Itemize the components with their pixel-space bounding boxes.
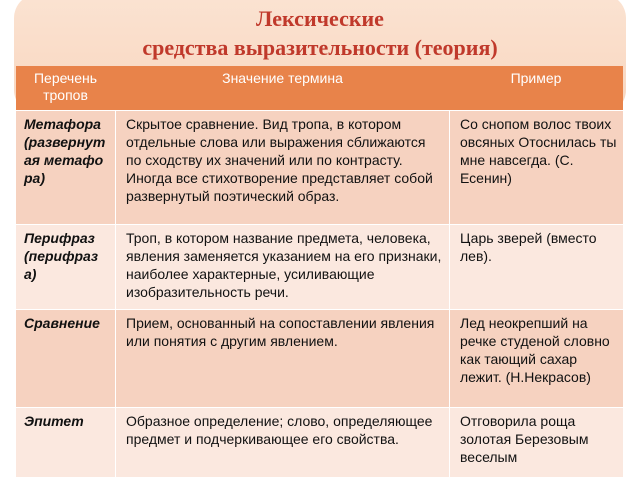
- example-cell: Отговорила роща золотая Березовым веселым: [450, 407, 623, 477]
- header-term: Перечень тропов: [16, 66, 116, 110]
- table-row: [16, 224, 623, 309]
- table-header-row: [16, 66, 623, 110]
- example-cell: Со снопом волос твоих овсяных Отоснилась ты мне навсегда. (С. Есенин): [450, 110, 623, 224]
- slide-title: [0, 4, 640, 62]
- term-cell: Эпитет: [16, 407, 116, 477]
- table-row: [16, 407, 623, 477]
- title-line-1: Лексические: [256, 6, 384, 31]
- terms-table: [15, 66, 623, 477]
- meaning-cell: Прием, основанный на сопоставлении явления или понятия с другим явлением.: [116, 309, 450, 407]
- term-cell: Метафора (развернутая метафора): [16, 110, 116, 224]
- title-line-2: средства выразительности (теория): [142, 35, 498, 60]
- example-cell: Царь зверей (вместо лев).: [450, 224, 623, 309]
- term-cell: Сравнение: [16, 309, 116, 407]
- meaning-cell: Образное определение; слово, определяющее предмет и подчеркивающее его свойства.: [116, 407, 450, 477]
- example-cell: Лед неокрепший на речке студеной словно как тающий сахар лежит. (Н.Некрасов): [450, 309, 623, 407]
- table-row: [16, 309, 623, 407]
- header-meaning: Значение термина: [116, 66, 450, 110]
- header-example: Пример: [450, 66, 623, 110]
- term-cell: Перифраз (перифраза): [16, 224, 116, 309]
- meaning-cell: Скрытое сравнение. Вид тропа, в котором отдельные слова или выражения сближаются по сходству их значений или по контрасту. Иногда все стихотворение представляет собой развернутый поэтический образ.: [116, 110, 450, 224]
- meaning-cell: Троп, в котором название предмета, человека, явления заменяется указанием на его признаки, наиболее характерные, усиливающие изобразительность речи.: [116, 224, 450, 309]
- table-row: [16, 110, 623, 224]
